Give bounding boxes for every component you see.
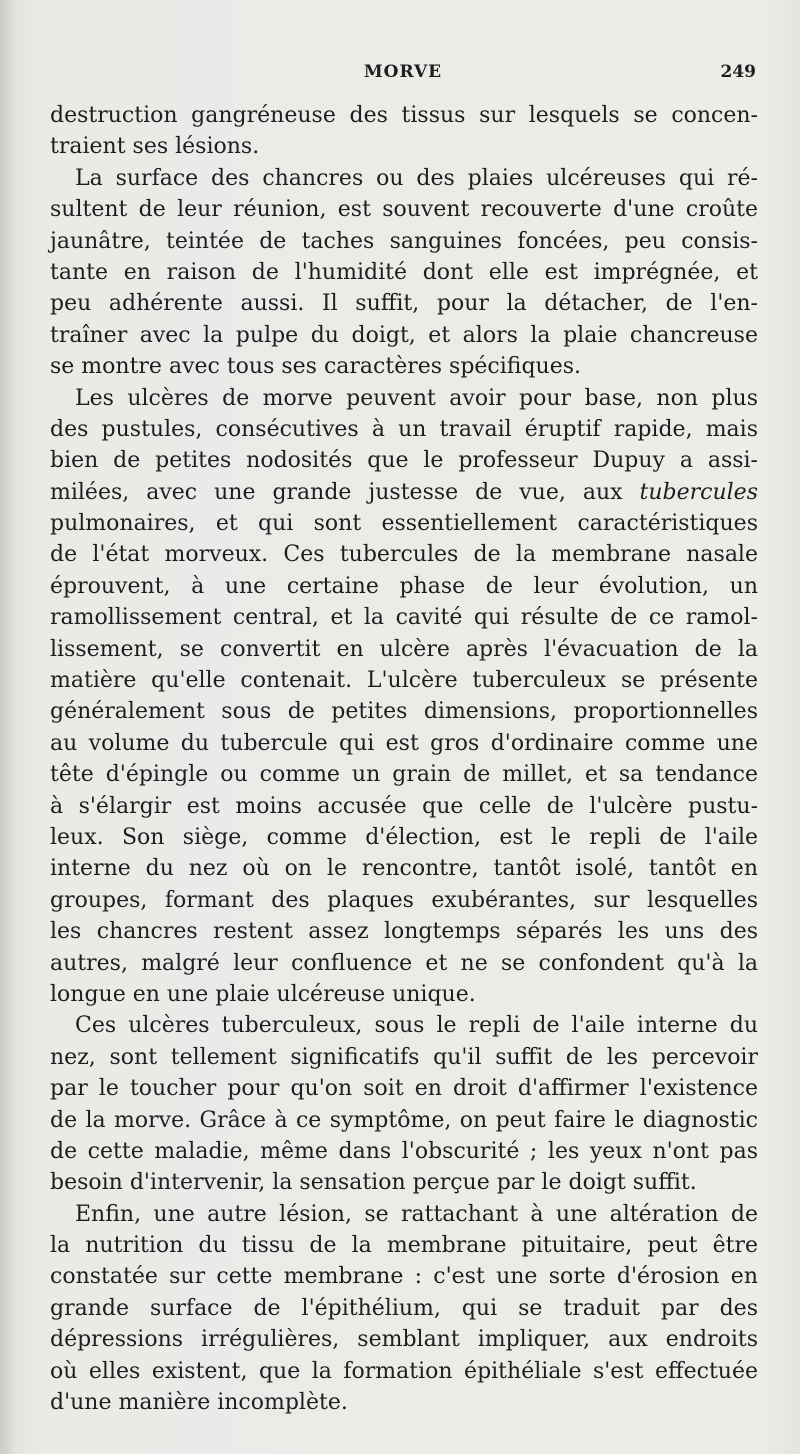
body-text	[50, 100, 758, 1418]
text-line: autres, malgré leur confluence et ne se confondent qu'à la	[50, 950, 758, 976]
running-head: MORVE	[363, 62, 443, 82]
text-line: où elles existent, que la formation épithéliale s'est effectuée	[50, 1358, 758, 1384]
text-line: milées, avec une grande justesse de vue, aux tubercules	[50, 479, 758, 505]
text-line: de la morve. Grâce à ce symptôme, on peut faire le diagnostic	[50, 1107, 758, 1133]
text-line: La surface des chancres ou des plaies ulcéreuses qui ré-	[75, 165, 758, 191]
text-line: groupes, formant des plaques exubérantes, sur lesquelles	[50, 887, 758, 913]
text-line: ramollissement central, et la cavité qui résulte de ce ramol-	[50, 605, 758, 631]
text-line: grande surface de l'épithélium, qui se traduit par des	[50, 1295, 758, 1321]
text-line: traîner avec la pulpe du doigt, et alors la plaie chancreuse	[50, 322, 758, 348]
text-line: nez, sont tellement significatifs qu'il suffit de les percevoir	[50, 1044, 758, 1070]
page-number: 249	[720, 62, 756, 82]
text-line: matière qu'elle contenait. L'ulcère tuberculeux se présente	[50, 668, 758, 694]
text-line: des pustules, consécutives à un travail éruptif rapide, mais	[50, 416, 758, 442]
text-line: pulmonaires, et qui sont essentiellement caractéristiques	[50, 511, 758, 537]
text-line: à s'élargir est moins accusée que celle de l'ulcère pustu-	[50, 793, 758, 819]
text-line: besoin d'intervenir, la sensation perçue par le doigt suffit.	[50, 1170, 697, 1196]
text-line: Enfin, une autre lésion, se rattachant à une altération de	[75, 1201, 758, 1227]
text-line: au volume du tubercule qui est gros d'ordinaire comme une	[50, 730, 758, 756]
text-line: éprouvent, à une certaine phase de leur évolution, un	[50, 573, 758, 599]
text-line: la nutrition du tissu de la membrane pituitaire, peut être	[50, 1233, 758, 1259]
text-line: les chancres restent assez longtemps séparés les uns des	[50, 919, 758, 945]
italic-term: tubercules	[639, 479, 758, 505]
page-header	[50, 62, 756, 92]
text-line: Ces ulcères tuberculeux, sous le repli de l'aile interne du	[75, 1013, 758, 1039]
text-line: d'une manière incomplète.	[50, 1390, 348, 1416]
text-line: dépressions irrégulières, semblant impliquer, aux endroits	[50, 1327, 758, 1353]
text-line: sultent de leur réunion, est souvent recouverte d'une croûte	[50, 197, 758, 223]
text-line: jaunâtre, teintée de taches sanguines foncées, peu consis-	[50, 228, 758, 254]
text-line: peu adhérente aussi. Il suffit, pour la détacher, de l'en-	[50, 291, 758, 317]
text-line: traient ses lésions.	[50, 134, 260, 160]
text-line: se montre avec tous ses caractères spécifiques.	[50, 354, 582, 380]
text-line: Les ulcères de morve peuvent avoir pour base, non plus	[75, 385, 758, 411]
text-line: lissement, se convertit en ulcère après l'évacuation de la	[50, 636, 758, 662]
text-line: destruction gangréneuse des tissus sur lesquels se concen-	[50, 103, 758, 128]
text-line: interne du nez où on le rencontre, tantôt isolé, tantôt en	[50, 856, 758, 882]
text-line: constatée sur cette membrane : c'est une sorte d'érosion en	[50, 1264, 758, 1290]
text-line: tante en raison de l'humidité dont elle est imprégnée, et	[50, 259, 758, 285]
text-line: longue en une plaie ulcéreuse unique.	[50, 981, 476, 1007]
text-line: de l'état morveux. Ces tubercules de la membrane nasale	[50, 542, 758, 568]
text-line: bien de petites nodosités que le professeur Dupuy a assi-	[50, 448, 758, 474]
text-line: leux. Son siège, comme d'élection, est le repli de l'aile	[50, 824, 758, 850]
spine-shadow	[0, 0, 14, 1454]
text-line: par le toucher pour qu'on soit en droit d'affirmer l'existence	[50, 1076, 758, 1102]
text-line: de cette maladie, même dans l'obscurité ; les yeux n'ont pas	[50, 1138, 758, 1164]
text-line: tête d'épingle ou comme un grain de millet, et sa tendance	[50, 762, 758, 788]
text-line: généralement sous de petites dimensions, proportionnelles	[50, 699, 758, 725]
